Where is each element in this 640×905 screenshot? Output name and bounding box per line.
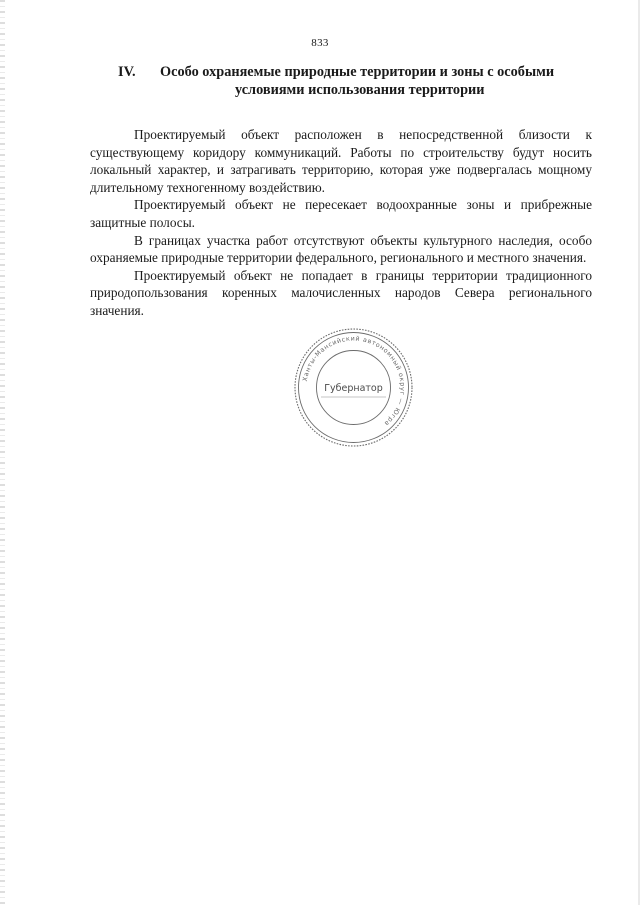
seal-center-text: Губернатор — [324, 383, 383, 394]
paragraph-4: Проектируемый объект не попадает в границы территории традиционного природопользования коренных малочисленных народов Севера регионального значения. — [90, 267, 592, 318]
section-title-line-1: Особо охраняемые природные территории и зоны с особыми — [160, 64, 555, 80]
section-numeral: IV. — [118, 64, 136, 80]
seal-ring-text-path: Ханты-Мансийский автономный округ — Югра — [300, 334, 407, 428]
paragraph-3: В границах участка работ отсутствуют объекты культурного наследия, особо охраняемые природные территории федерального, регионального и местного значения. — [90, 232, 592, 266]
body-text — [90, 126, 592, 320]
paragraph-1: Проектируемый объект расположен в непосредственной близости к существующему коридору коммуникаций. Работы по строительству будут носить локальный характер, и затрагивать территорию, которая уже подвергалась мощному длительному техногенному воздействию. — [90, 127, 592, 195]
page-number: 833 — [311, 37, 329, 49]
governor-seal — [293, 327, 414, 448]
paragraph-2: Проектируемый объект не пересекает водоохранные зоны и прибрежные защитные полосы. — [90, 197, 592, 230]
section-title-line-2: условиями использования территории — [235, 82, 485, 98]
scan-left-edge — [0, 0, 5, 905]
